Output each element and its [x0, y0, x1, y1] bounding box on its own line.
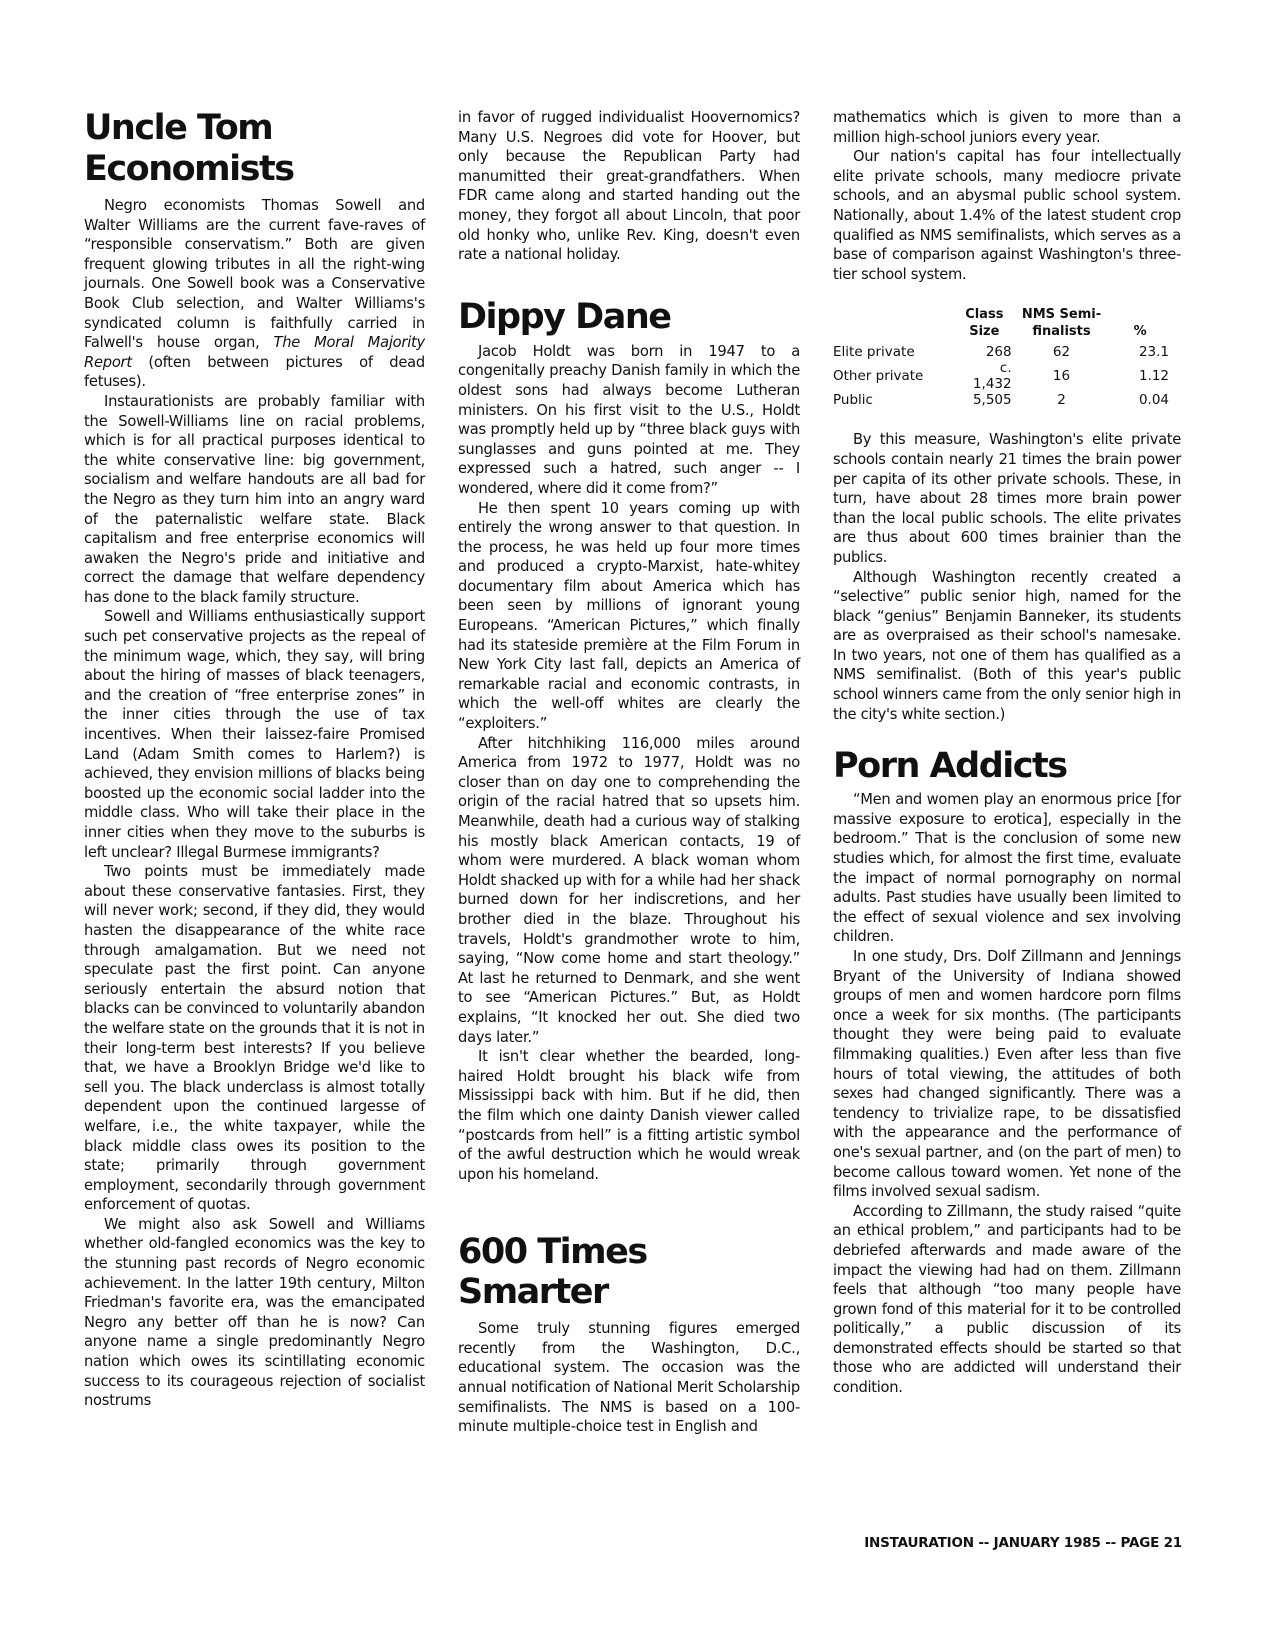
- headline-porn-addicts: Porn Addicts: [833, 746, 1067, 787]
- table-header-cell: Class Size: [965, 307, 1004, 340]
- table-cell: 2: [1057, 392, 1066, 409]
- paragraph: “Men and women play an enormous price [for massive exposure to erotica], especially in the bedroom.” That is the conclusion of some new studies which, for almost the first time, evaluate the impact of normal pornography on normal adults. Past studies have usually been limited to the effect of sexual violence and sex involving children.: [833, 791, 1181, 946]
- paragraph: Negro economists Thomas Sowell and Walter Williams are the current fave-raves of “responsible conservatism.” Both are given frequent glowing tributes in all the right-wing journals. One Sowell book was a Conservative Book Club selection, and Walter Williams's syndicated column is faithfully carried in Falwell's house organ, The Moral Majority Report (often between pictures of dead fetuses).: [84, 197, 425, 391]
- table-cell: 23.1: [1138, 344, 1169, 361]
- table-header-cell: NMS Semi-finalists: [1021, 307, 1102, 340]
- paragraph: He then spent 10 years coming up with entirely the wrong answer to that question. In the process, he was held up four more times and produced a crypto-Marxist, hate-whitey documentary film about America which has been seen by millions of ignorant young Europeans. “American Pictures,” which finally had its stateside première at the Film Forum in New York City last fall, depicts an America of remarkable racial and economic contrasts, in which the well-off whites are clearly the “exploiters.”: [458, 499, 800, 733]
- headline-600-times-smarter: 600 Times Smarter: [458, 1232, 647, 1313]
- table-row: [833, 360, 1173, 392]
- table-cell: 62: [1052, 344, 1071, 361]
- table-cell: Other private: [833, 368, 924, 385]
- paragraph: After hitchhiking 116,000 miles around America from 1972 to 1977, Holdt was no closer than on day one to comprehending the origin of the racial hatred that so upsets him. Meanwhile, death had a curious way of stalking his mostly black American contacts, 19 of whom were murdered. A black woman whom Holdt shacked up with for a while had her shack burned down for her indiscretions, and her brother died in the blaze. Throughout his travels, Holdt's grandmother wrote to him, saying, “Now come home and start theology.” At last he returned to Denmark, and she went to see “American Pictures.” But, as Holdt explains, “It knocked her out. She died two days later.”: [458, 734, 800, 1046]
- headline-uncle-tom-economists: Uncle Tom Economists: [84, 108, 294, 189]
- page-footer: INSTAURATION -- JANUARY 1985 -- PAGE 21: [864, 1535, 1182, 1551]
- paragraph: Instaurationists are probably familiar with the Sowell-Williams line on racial problems, which is for all practical purposes identical to the white conservative line: big government, socialism and welfare handouts are all bad for the Negro as they turn him into an angry ward of the paternalistic welfare state. Black capitalism and free enterprise economics will awaken the Negro's pride and initiative and correct the damage that welfare dependency has done to the black family structure.: [84, 392, 425, 606]
- publication-title: The Moral Majority Report: [84, 334, 425, 371]
- paragraph: Two points must be immediately made about these conservative fantasies. First, they will never work; second, if they did, they would hasten the disappearance of the white race through amalgamation. But we need not speculate past the first point. Can anyone seriously entertain the absurd notion that blacks can be convinced to voluntarily abandon the welfare state on the grounds that it is not in their long-term best interests? If you believe that, we have a Brooklyn Bridge we'd like to sell you. The black underclass is almost totally dependent upon the continued largesse of welfare, i.e., the white taxpayer, while the black middle class owes its position to the state; primarily through government employment, secondarily through government enforcement of quotas.: [84, 863, 425, 1214]
- table-cell: c. 1,432: [972, 360, 1012, 393]
- paragraph-continued: mathematics which is given to more than a million high-school juniors every year.: [833, 109, 1181, 146]
- paragraph: Our nation's capital has four intellectually elite private schools, many mediocre private schools, and an abysmal public school system. Nationally, about 1.4% of the latest student crop qualified as NMS semifinalists, which serves as a base of comparison against Washington's three-tier school system.: [833, 148, 1181, 283]
- column-3: [833, 108, 1181, 1398]
- table-cell: 268: [985, 344, 1012, 361]
- table-cell: 16: [1052, 368, 1071, 385]
- paragraph: According to Zillmann, the study raised “quite an ethical problem,” and participants had to be debriefed afterwards and made aware of the impact the viewing had had on them. Zillmann feels that although “too many people have grown fond of this material for it to be controlled politically,” a public discussion of its demonstrated effects should be started so that those who are addicted will understand their condition.: [833, 1202, 1181, 1397]
- paragraph: It isn't clear whether the bearded, long-haired Holdt brought his black wife from Mississippi back with him. But if he did, then the film which one dainty Danish viewer called “postcards from hell” is a fitting artistic symbol of the awful destruction which he would wreak upon his homeland.: [458, 1048, 800, 1183]
- table-cell: Public: [833, 392, 873, 409]
- paragraph: By this measure, Washington's elite private schools contain nearly 21 times the brain power per capita of its other private schools. These, in turn, have about 28 times more brain power than the local public schools. The elite privates are thus about 600 times brainier than the publics.: [833, 431, 1181, 566]
- table-header-row: [833, 306, 1173, 344]
- table-row: [833, 344, 1173, 360]
- column-1: [84, 108, 425, 1411]
- table-cell: 1.12: [1138, 368, 1169, 385]
- table-cell: 5,505: [972, 392, 1012, 409]
- paragraph: Although Washington recently created a “selective” public senior high, named for the black “genius” Benjamin Banneker, its students are as overpraised as their school's namesake. In two years, not one of them has qualified as a NMS semifinalist. (Both of this year's public school winners came from the only senior high in the city's white section.): [833, 568, 1181, 723]
- headline-dippy-dane: Dippy Dane: [458, 296, 671, 337]
- nms-semifinalists-table: [833, 306, 1173, 408]
- paragraph: Some truly stunning figures emerged recently from the Washington, D.C., educational system. The occasion was the annual notification of National Merit Scholarship semifinalists. The NMS is based on a 100-minute multiple-choice test in English and: [458, 1320, 800, 1436]
- table-header-cell: [833, 306, 953, 344]
- table-header-cell: %: [1133, 324, 1147, 340]
- table-cell: 0.04: [1138, 392, 1169, 409]
- table-row: [833, 392, 1173, 408]
- paragraph: Sowell and Williams enthusiastically support such pet conservative projects as the repeal of the minimum wage, which, they say, will bring about the hiring of masses of black teenagers, and the creation of “free enterprise zones” in the inner cities through the use of tax incentives. When their laissez-faire Promised Land (Adam Smith comes to Harlem?) is achieved, they envision millions of blacks being boosted up the economic social ladder into the middle class. Who will take their place in the inner cities when they move to the suburbs is left unclear? Illegal Burmese immigrants?: [84, 608, 425, 861]
- column-2: [458, 108, 800, 1437]
- paragraph: In one study, Drs. Dolf Zillmann and Jennings Bryant of the University of Indiana showed groups of men and women hardcore porn films once a week for six months. (The participants thought they were being paid to evaluate filmmaking qualities.) Even after less than five hours of total viewing, the attitudes of both sexes had changed significantly. There was a tendency to trivialize rape, to be dissatisfied with the appearance and the performance of one's sexual partner, and (on the part of men) to become callous toward women. Yet none of the films involved sexual sadism.: [833, 948, 1181, 1201]
- paragraph: We might also ask Sowell and Williams whether old-fangled economics was the key to the stunning past records of Negro economic achievement. In the latter 19th century, Milton Friedman's favorite era, was the emancipated Negro any better off than he is now? Can anyone name a single predominantly Negro nation which owes its scintillating economic success to its courageous rejection of socialist nostrums: [84, 1215, 425, 1410]
- paragraph-continued: in favor of rugged individualist Hoovernomics? Many U.S. Negroes did vote for Hoover, but only because the Republican Party had manumitted their great-grandfathers. When FDR came along and started handing out the money, they forgot all about Lincoln, that poor old honky who, unlike Rev. King, doesn't even rate a national holiday.: [458, 109, 800, 264]
- paragraph: Jacob Holdt was born in 1947 to a congenitally preachy Danish family in which the oldest sons had always become Lutheran ministers. On his first visit to the U.S., Holdt was promptly held up by “three black guys with sunglasses and guns pointed at me. They expressed such a hatred, such anger -- I wondered, where did it come from?”: [458, 342, 800, 497]
- table-cell: Elite private: [833, 344, 915, 361]
